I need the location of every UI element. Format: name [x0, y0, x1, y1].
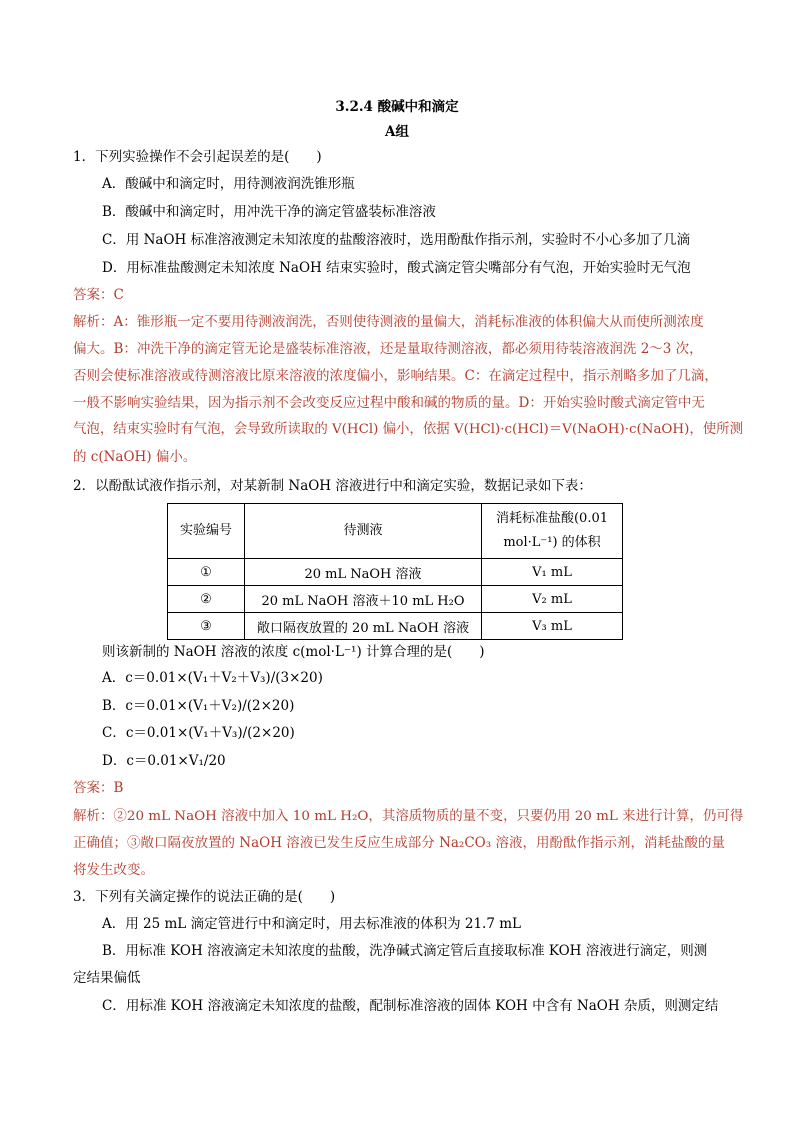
q1-explanation-line: 气泡，结束实验时有气泡，会导致所读取的 V(HCl) 偏小，依据 V(HCl)·c(HCl)＝V(NaOH)·c(NaOH)，使所测 — [73, 422, 743, 437]
table-cell: ① — [168, 559, 245, 586]
table-cell: ② — [168, 586, 245, 613]
q1-explanation-line: 解析：A：锥形瓶一定不要用待测液润洗，否则使待测液的量偏大，消耗标准液的体积偏大从而使所测浓度 — [73, 314, 704, 330]
q2-option-c: C．c＝0.01×(V₁＋V₃)/(2×20) — [102, 725, 295, 741]
q2-option-a: A．c＝0.01×(V₁＋V₂＋V₃)/(3×20) — [102, 670, 323, 686]
q1-explanation-line: 一般不影响实验结果，因为指示剂不会改变反应过程中酸和碱的物质的量。D：开始实验时酸式滴定管中无 — [73, 395, 705, 411]
q2-explanation-line: 正确值；③敞口隔夜放置的 NaOH 溶液已发生反应生成部分 Na₂CO₃ 溶液，用酚酞作指示剂，消耗盐酸的量 — [73, 835, 725, 851]
table-header-cell — [482, 504, 623, 559]
q2-answer: 答案：B — [73, 780, 124, 796]
page-title: 3.2.4 酸碱中和滴定 — [335, 99, 459, 115]
q1-option-d: D．用标准盐酸测定未知浓度 NaOH 结束实验时，酸式滴定管尖嘴部分有气泡，开始实验时无气泡 — [102, 260, 691, 276]
q1-explanation-line: 否则会使标准溶液或待测溶液比原来溶液的浓度偏小，影响结果。C：在滴定过程中，指示剂略多加了几滴， — [73, 368, 718, 384]
q1-stem: 1．下列实验操作不会引起误差的是( ) — [73, 149, 322, 165]
table-header-line: 消耗标准盐酸(0.01 — [495, 511, 609, 526]
q2-explanation-line: 解析：②20 mL NaOH 溶液中加入 10 mL H₂O，其溶质物质的量不变，只要仍用 20 mL 来进行计算，仍可得 — [73, 808, 744, 824]
q2-option-b: B．c＝0.01×(V₁＋V₂)/(2×20) — [102, 698, 295, 714]
q1-option-c: C．用 NaOH 标准溶液测定未知浓度的盐酸溶液时，选用酚酞作指示剂，实验时不小心多加了几滴 — [102, 232, 691, 248]
q2-explanation-line: 将发生改变。 — [73, 862, 154, 878]
q1-explanation-line: 偏大。B：冲洗干净的滴定管无论是盛装标准溶液，还是量取待测溶液，都必须用待装溶液润洗 2～3 次， — [73, 341, 703, 357]
table-header-cell: 实验编号 — [168, 504, 245, 559]
table-cell: V₂ mL — [482, 586, 623, 613]
table-cell: V₃ mL — [482, 613, 623, 640]
q3-option-b: B．用标准 KOH 溶液滴定未知浓度的盐酸，洗净碱式滴定管后直接取标准 KOH 溶液进行滴定，则测 — [102, 943, 708, 959]
q2-option-d: D．c＝0.01×V₁/20 — [102, 753, 226, 769]
q3-option-c: C．用标准 KOH 溶液滴定未知浓度的盐酸，配制标准溶液的固体 KOH 中含有 NaOH 杂质，则测定结 — [102, 998, 719, 1014]
group-title: A组 — [385, 124, 409, 140]
table-row — [168, 586, 623, 613]
q2-stem: 2．以酚酞试液作指示剂，对某新制 NaOH 溶液进行中和滴定实验，数据记录如下表： — [73, 478, 592, 494]
q2-ask: 则该新制的 NaOH 溶液的浓度 c(mol·L⁻¹) 计算合理的是( ) — [102, 644, 485, 660]
table-cell: 20 mL NaOH 溶液 — [245, 559, 482, 586]
q1-option-a: A．酸碱中和滴定时，用待测液润洗锥形瓶 — [102, 176, 355, 192]
table-header-line: mol·L⁻¹) 的体积 — [503, 535, 601, 550]
q1-explanation-line: 的 c(NaOH) 偏小。 — [73, 449, 197, 465]
q3-stem: 3．下列有关滴定操作的说法正确的是( ) — [73, 889, 336, 905]
q1-answer: 答案：C — [73, 287, 124, 303]
data-table — [167, 503, 623, 640]
table-cell: ③ — [168, 613, 245, 640]
table-header-row — [168, 504, 623, 559]
q1-option-b: B．酸碱中和滴定时，用冲洗干净的滴定管盛装标准溶液 — [102, 204, 436, 220]
q3-option-a: A．用 25 mL 滴定管进行中和滴定时，用去标准液的体积为 21.7 mL — [102, 916, 521, 932]
table-cell: 敞口隔夜放置的 20 mL NaOH 溶液 — [245, 613, 482, 640]
table-row — [168, 613, 623, 640]
table-header-cell: 待测液 — [245, 504, 482, 559]
q3-option-b-cont: 定结果偏低 — [73, 970, 141, 986]
table-cell: V₁ mL — [482, 559, 623, 586]
table-cell: 20 mL NaOH 溶液＋10 mL H₂O — [245, 586, 482, 613]
table-row — [168, 559, 623, 586]
